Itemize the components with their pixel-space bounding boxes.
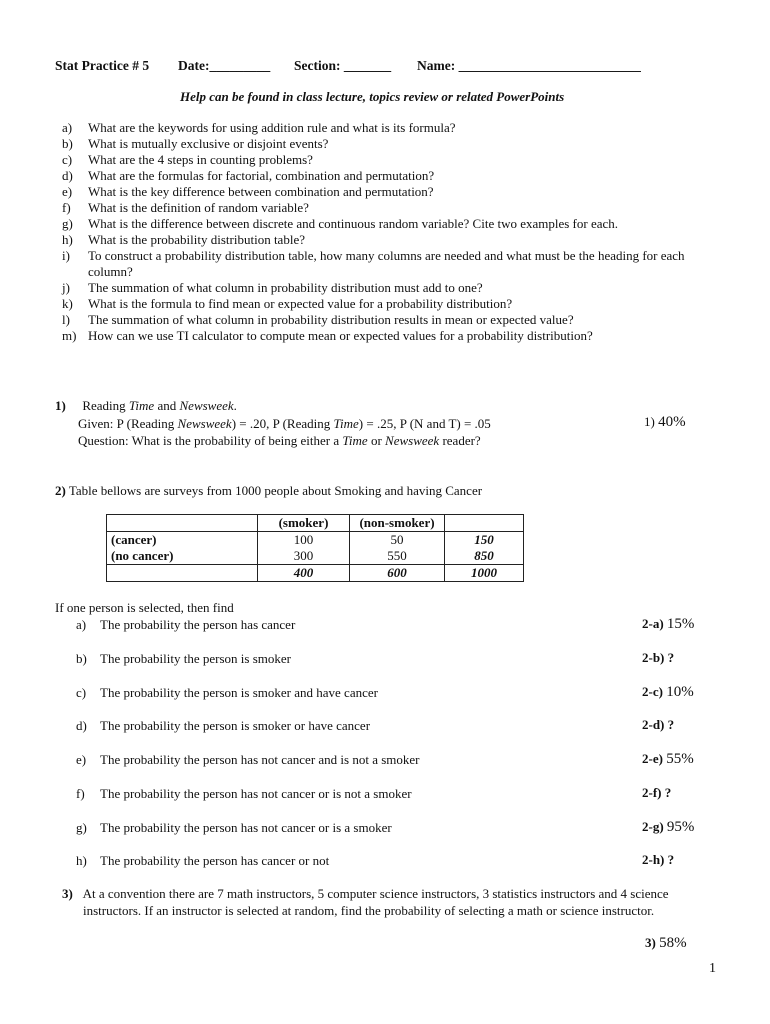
part-letter: a) (76, 617, 87, 632)
table-cell: 100 (258, 532, 350, 549)
list-item-text: What are the 4 steps in counting problems? (88, 152, 313, 167)
problem2-answer (642, 785, 671, 801)
problem1-title-text: Reading (82, 398, 129, 413)
list-item-letter: m) (62, 328, 77, 343)
list-item-text: What is mutually exclusive or disjoint events? (88, 136, 329, 151)
list-item-letter: f) (62, 200, 71, 215)
problem1-number: 1) (55, 398, 66, 413)
table-header-non-smoker: (non-smoker) (350, 515, 445, 532)
list-item (62, 168, 712, 184)
problem3-answer-value: 58% (659, 935, 687, 951)
list-item-text: What is the difference between discrete and continuous random variable? Cite two examples for each. (88, 216, 619, 231)
list-item (62, 248, 712, 280)
problem3-answer (645, 935, 687, 952)
list-item-letter: j) (62, 280, 70, 295)
problem2-answer (642, 819, 694, 836)
part-letter: c) (76, 685, 87, 700)
part-text: The probability the person has not cancer or is not a smoker (100, 786, 412, 801)
part-letter: f) (76, 786, 85, 801)
problem2-part (76, 853, 329, 869)
problem1-answer (644, 414, 686, 431)
table-cell: 550 (350, 548, 445, 565)
list-item-text: What are the keywords for using addition rule and what is its formula? (88, 120, 456, 135)
answer-label: 2-f) (642, 785, 662, 800)
list-item-text: How can we use TI calculator to compute mean or expected values for a probability distribution? (88, 328, 593, 343)
answer-label: 2-g) (642, 819, 664, 834)
given-time: Time (333, 416, 359, 431)
question-or: or (367, 433, 386, 448)
problem2-intro-text: Table bellows are surveys from 1000 people about Smoking and having Cancer (68, 483, 483, 498)
list-item (62, 136, 712, 152)
list-item-text: What is the definition of random variable? (88, 200, 309, 215)
part-text: The probability the person has not cancer and is not a smoker (100, 752, 420, 767)
problem2-part (76, 617, 295, 633)
problem2-part (76, 820, 392, 836)
list-item (62, 280, 712, 296)
table-row-label: (cancer) (107, 532, 258, 549)
part-letter: d) (76, 718, 87, 733)
problem2-answer (642, 650, 674, 666)
section-field: Section: _______ (294, 58, 392, 73)
answer-value: ? (664, 785, 672, 800)
table-row-label: (no cancer) (107, 548, 258, 565)
problem2-answer (642, 751, 694, 768)
problem2-lead: If one person is selected, then find (55, 600, 234, 615)
answer-label: 2-h) (642, 852, 665, 867)
answer-label: 2-a) (642, 616, 664, 631)
table-row (107, 565, 524, 582)
list-item (62, 184, 712, 200)
question-newsweek: Newsweek (385, 433, 440, 448)
list-item-text: What is the key difference between combination and permutation? (88, 184, 434, 199)
answer-value: ? (667, 650, 675, 665)
table-row (107, 548, 524, 565)
table-cell (445, 515, 524, 532)
answer-value: ? (667, 852, 675, 867)
problem2-answer (642, 852, 674, 868)
name-field: Name: ___________________________ (417, 58, 641, 73)
table-total-cell: 400 (258, 565, 350, 582)
list-item-letter: k) (62, 296, 73, 311)
answer-value: 55% (666, 751, 694, 767)
list-item-text: What is the formula to find mean or expected value for a probability distribution? (88, 296, 513, 311)
table-cell: 50 (350, 532, 445, 549)
list-item-letter: i) (62, 248, 70, 263)
part-text: The probability the person has not cancer or is a smoker (100, 820, 392, 835)
worksheet-title: Stat Practice # 5 (55, 58, 150, 73)
part-text: The probability the person is smoker or have cancer (100, 718, 371, 733)
part-letter: b) (76, 651, 87, 666)
help-text: Help can be found in class lecture, topics review or related PowerPoints (180, 89, 565, 104)
table-total-cell: 850 (445, 548, 524, 565)
date-field: Date:_________ (178, 58, 271, 73)
part-text: The probability the person has cancer (100, 617, 296, 632)
smoking-cancer-table (106, 514, 524, 582)
problem1-title-end: . (233, 398, 237, 413)
problem2-part (76, 718, 370, 734)
problem3-line2: instructors. If an instructor is selected at random, find the probability of selecting a math or science instructor. (83, 903, 655, 918)
problem2-number: 2) (55, 483, 66, 498)
table-row (107, 532, 524, 549)
answer-value: 15% (666, 616, 695, 632)
review-questions (62, 120, 712, 344)
answer-label: 2-d) (642, 717, 665, 732)
problem3-number: 3) (62, 886, 73, 901)
given-newsweek: Newsweek (177, 416, 232, 431)
time-magazine: Time (128, 398, 155, 413)
problem1-answer-label: 1) (644, 414, 655, 429)
list-item (62, 296, 712, 312)
problem3-line1 (62, 886, 669, 902)
answer-label: 2-e) (642, 751, 663, 766)
problem1-title-and: and (154, 398, 180, 413)
list-item (62, 232, 712, 248)
table-header-smoker: (smoker) (258, 515, 350, 532)
table-cell (107, 515, 258, 532)
list-item (62, 328, 712, 344)
list-item (62, 312, 712, 328)
table-total-cell: 600 (350, 565, 445, 582)
list-item-text: What are the formulas for factorial, combination and permutation? (88, 168, 435, 183)
answer-value: 95% (666, 819, 695, 835)
answer-label: 2-c) (642, 684, 663, 699)
problem2-part (76, 786, 412, 802)
table-cell (107, 565, 258, 582)
problem1-answer-value: 40% (658, 414, 686, 430)
list-item-text: The summation of what column in probability distribution must add to one? (88, 280, 483, 295)
given-part-a: Given: P (Reading (78, 416, 178, 431)
list-item-text: What is the probability distribution table? (88, 232, 305, 247)
problem2-part (76, 651, 291, 667)
given-part-b: ) = .20, P (Reading (231, 416, 334, 431)
list-item (62, 120, 712, 136)
answer-value: 10% (666, 684, 694, 700)
table-total-cell: 150 (445, 532, 524, 549)
page-number: 1 (709, 961, 716, 976)
part-letter: h) (76, 853, 87, 868)
problem3-text-line1: At a convention there are 7 math instructors, 5 computer science instructors, 3 statistics instructors and 4 science (82, 886, 669, 901)
given-part-c: ) = .25, P (N and T) = .05 (358, 416, 491, 431)
newsweek-magazine: Newsweek (179, 398, 234, 413)
list-item-letter: l) (62, 312, 70, 327)
problem2-answer (642, 616, 694, 633)
problem2-part (76, 752, 420, 768)
part-letter: e) (76, 752, 87, 767)
list-item-letter: h) (62, 232, 73, 247)
problem1-title (55, 398, 237, 414)
part-text: The probability the person is smoker and have cancer (100, 685, 378, 700)
list-item-letter: a) (62, 120, 73, 135)
question-time: Time (342, 433, 368, 448)
part-text: The probability the person has cancer or not (100, 853, 330, 868)
list-item-letter: g) (62, 216, 73, 231)
list-item-text: The summation of what column in probability distribution results in mean or expected value? (88, 312, 574, 327)
list-item-text: To construct a probability distribution table, how many columns are needed and what must be the heading for each column? (88, 248, 685, 279)
list-item (62, 216, 712, 232)
table-header-row (107, 515, 524, 532)
part-text: The probability the person is smoker (100, 651, 291, 666)
list-item-letter: b) (62, 136, 73, 151)
problem1-given (78, 416, 491, 432)
list-item (62, 200, 712, 216)
list-item (62, 152, 712, 168)
question-end: reader? (439, 433, 481, 448)
problem1-question (78, 433, 481, 449)
problem2-part (76, 685, 378, 701)
table-total-cell: 1000 (445, 565, 524, 582)
list-item-letter: e) (62, 184, 73, 199)
problem2-answer (642, 717, 674, 733)
problem2-intro (55, 483, 482, 499)
problem2-answer (642, 684, 694, 701)
answer-value: ? (667, 717, 675, 732)
question-part-a: Question: What is the probability of being either a (78, 433, 343, 448)
part-letter: g) (76, 820, 87, 835)
answer-label: 2-b) (642, 650, 665, 665)
table-cell: 300 (258, 548, 350, 565)
list-item-letter: c) (62, 152, 73, 167)
list-item-letter: d) (62, 168, 73, 183)
problem3-answer-label: 3) (645, 935, 656, 950)
